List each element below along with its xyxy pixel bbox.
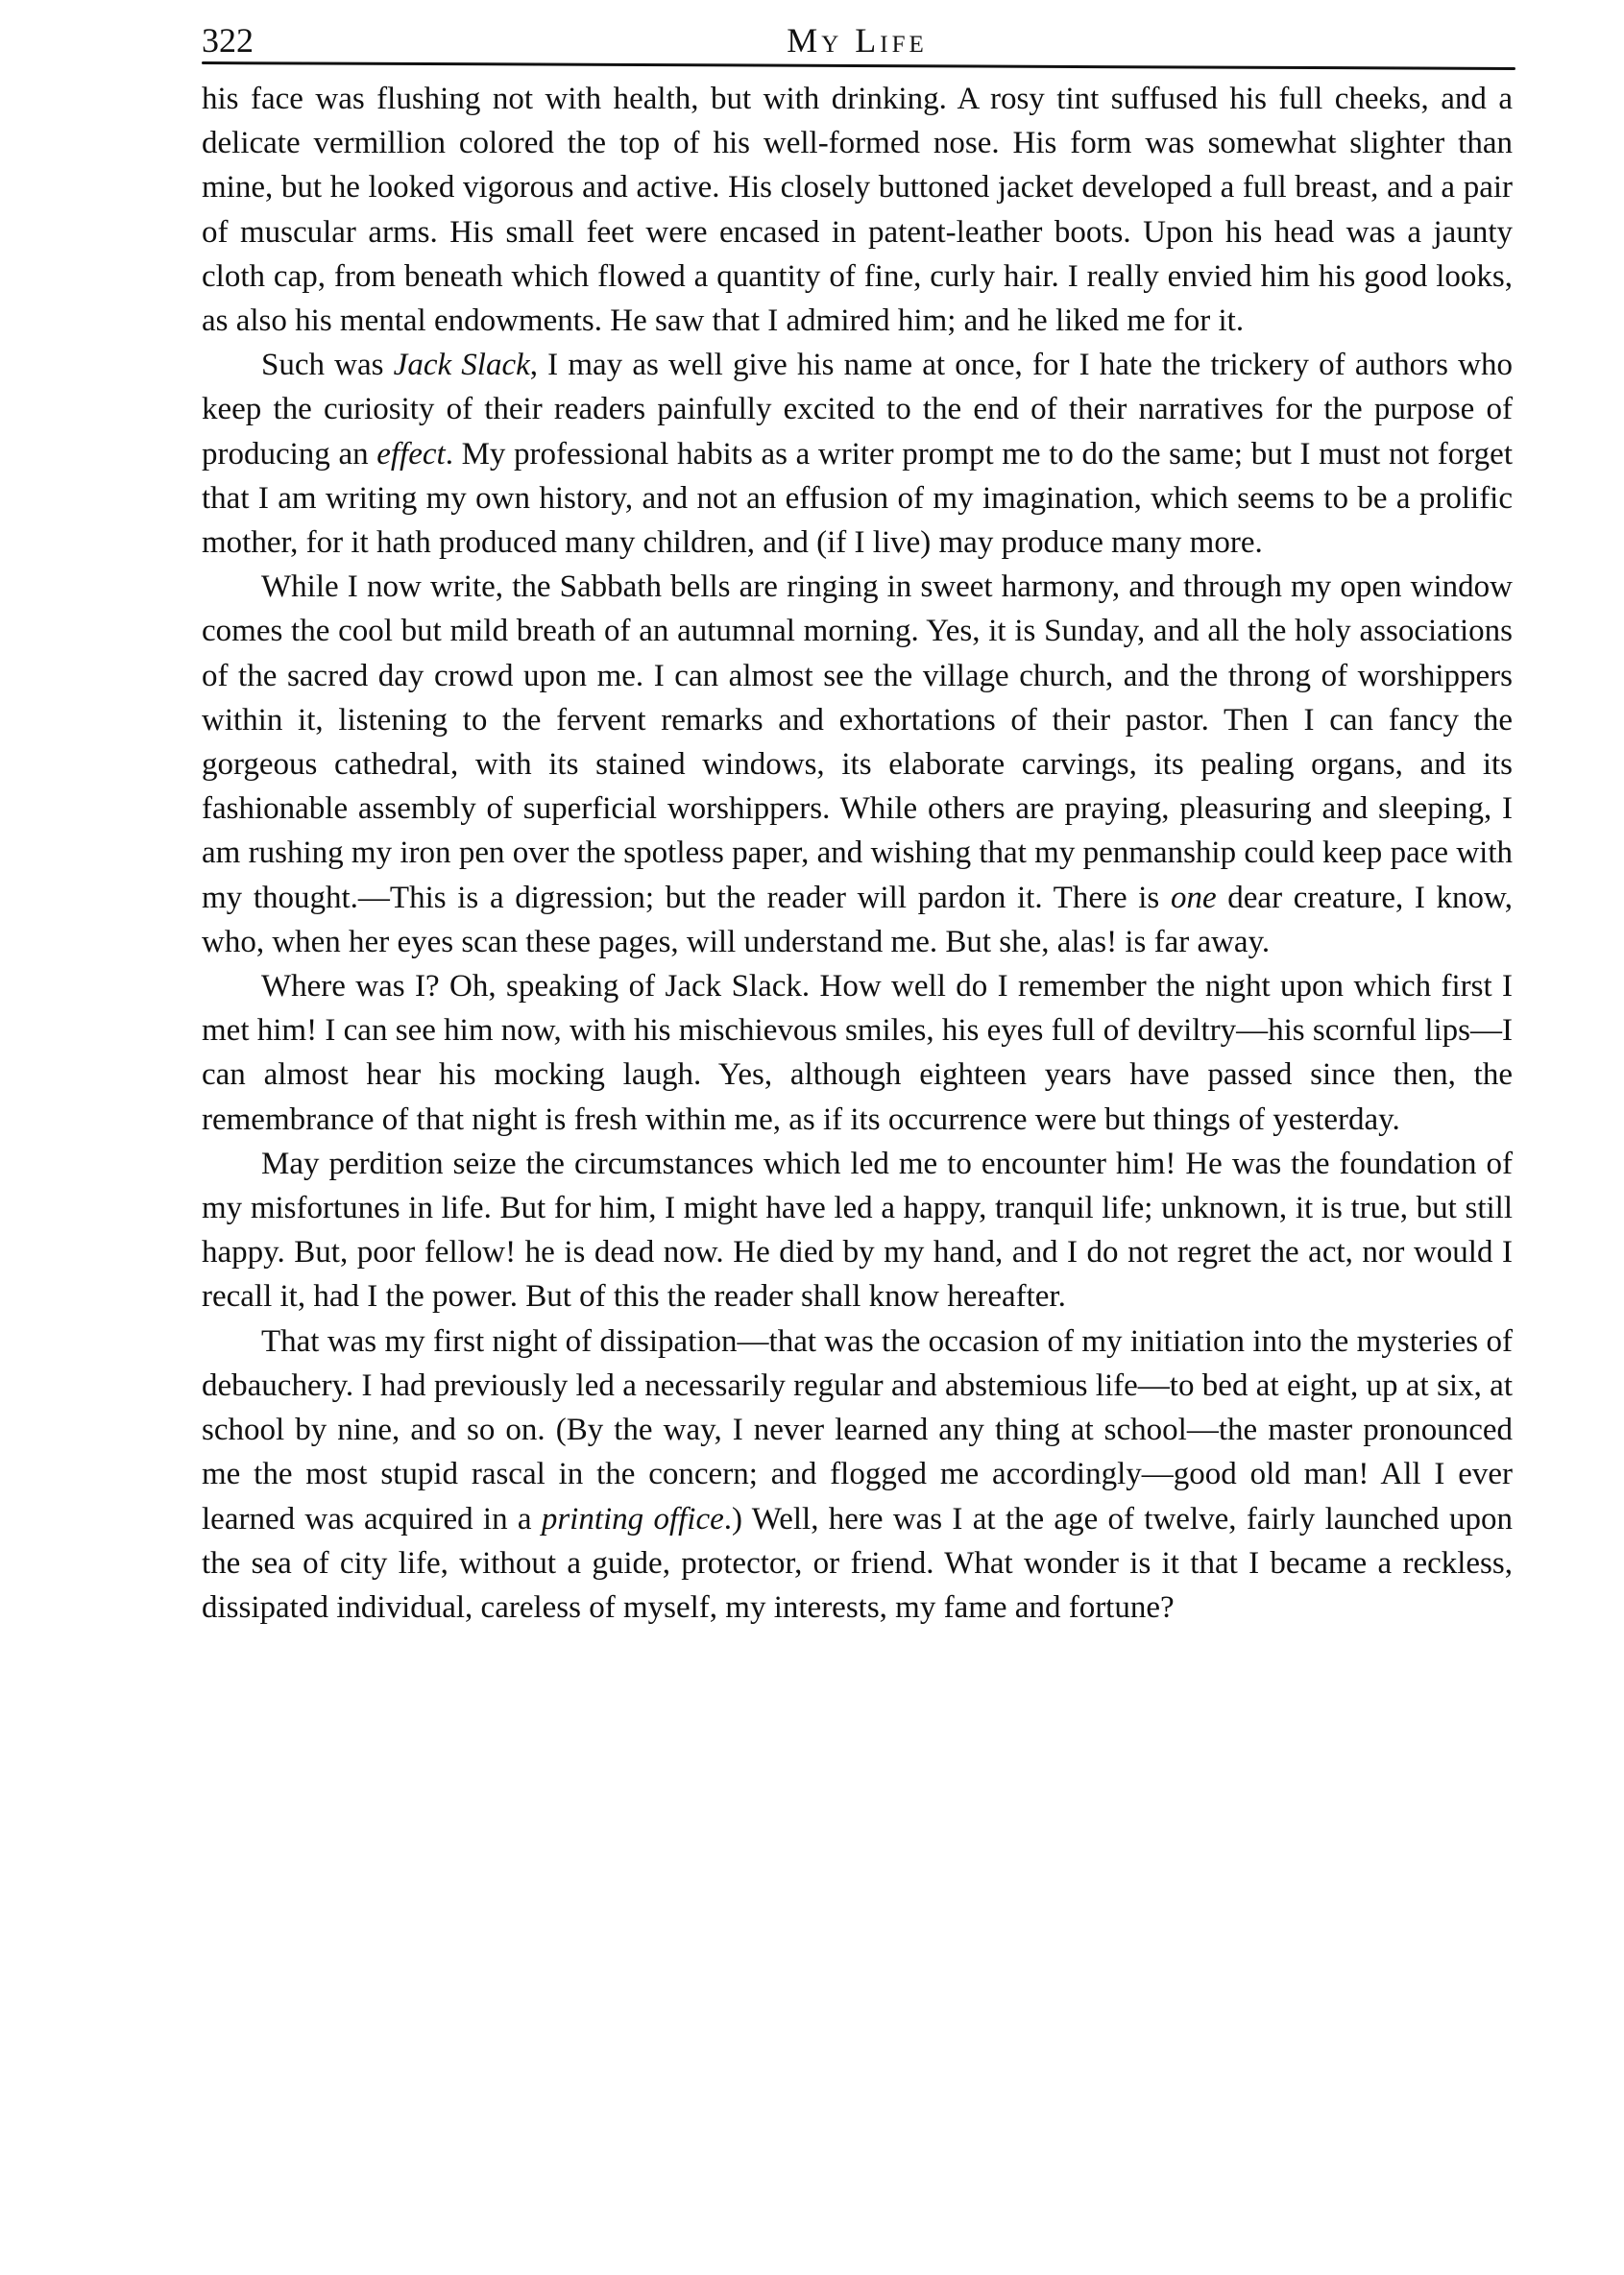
text-segment: his face was flushing not with health, but with drinking. A rosy tint suffused his full cheeks, and a delicate vermillion colored the top of his well-formed nose. His form was somewhat slighter than mine, but he looked vigorous and active. His closely buttoned jacket developed a full breast, and a pair of muscular arms. His small feet were encased in patent-leather boots. Upon his head was a jaunty cloth cap, from beneath which flowed a quantity of fine, curly hair. I really envied him his good looks, as also his mental endowments. He saw that I admired him; and he liked me for it. [202, 82, 1513, 339]
paragraph [202, 1142, 1513, 1319]
text-segment: That was my first night of dissipation—that was the occasion of my initiation into the mysteries of debauchery. I had previously led a necessarily regular and abstemious life—to bed at eight, up at six, at school by nine, and so on. (By the way, I never learned any thing at school—the master pronounced me the most stupid rascal in the concern; and flogged me accordingly—good old man! All I ever learned was acquired in a [202, 1323, 1513, 1537]
page-number: 322 [202, 21, 254, 60]
paragraph [202, 565, 1513, 964]
paragraph [202, 964, 1513, 1142]
text-segment: . My professional habits as a writer prompt me to do the same; but I must not forget that I am writing my own history, and not an effusion of my imagination, which seems to be a prolific mother, for it hath produced many children, and (if I live) may produce many more. [202, 436, 1513, 561]
italic-text: one [1170, 880, 1217, 915]
page-header [202, 17, 1513, 63]
text-segment: Such was [261, 348, 394, 383]
running-head: My Life [787, 21, 928, 60]
text-segment: , I may as well give his name at once, for I hate the trickery of authors who keep the curiosity of their readers painfully excited to the end of their narratives for the purpose of producing an [202, 348, 1513, 472]
paragraph [202, 1319, 1513, 1630]
italic-text: printing office [541, 1501, 724, 1537]
text-segment: .) Well, here was I at the age of twelve, fairly launched upon the sea of city life, without a guide, protector, or friend. What wonder is it that I became a reckless, dissipated individual, careless of myself, my interests, my fame and fortune? [202, 1501, 1513, 1625]
text-segment: Where was I? Oh, speaking of Jack Slack. How well do I remember the night upon which first I met him! I can see him now, with his mischievous smiles, his eyes full of deviltry—his scornful lips—I can almost hear his mocking laugh. Yes, although eighteen years have passed since then, the remembrance of that night is fresh within me, as if its occurrence were but things of yesterday. [202, 969, 1513, 1137]
body-text [202, 77, 1513, 1630]
paragraph [202, 343, 1513, 565]
text-segment: dear creature, I know, who, when her eyes scan these pages, will understand me. But she, alas! is far away. [202, 880, 1513, 959]
italic-text: effect [376, 436, 446, 472]
text-segment: May perdition seize the circumstances which led me to encounter him! He was the foundation of my misfortunes in life. But for him, I might have led a happy, tranquil life; unknown, it is true, but still happy. But, poor fellow! he is dead now. He died by my hand, and I do not regret the act, nor would I recall it, had I the power. But of this the reader shall know hereafter. [202, 1146, 1513, 1315]
text-segment: While I now write, the Sabbath bells are ringing in sweet harmony, and through my open window comes the cool but mild breath of an autumnal morning. Yes, it is Sunday, and all the holy associations of the sacred day crowd upon me. I can almost see the village church, and the throng of worshippers within it, listening to the fervent remarks and exhortations of their pastor. Then I can fancy the gorgeous cathedral, with its stained windows, its elaborate carvings, its pealing organs, and its fashionable assembly of superficial worshippers. While others are praying, pleasuring and sleeping, I am rushing my iron pen over the spotless paper, and wishing that my penmanship could keep pace with my thought.—This is a digression; but the reader will pardon it. There is [202, 569, 1513, 915]
paragraph [202, 77, 1513, 343]
italic-text: Jack Slack [393, 348, 530, 383]
